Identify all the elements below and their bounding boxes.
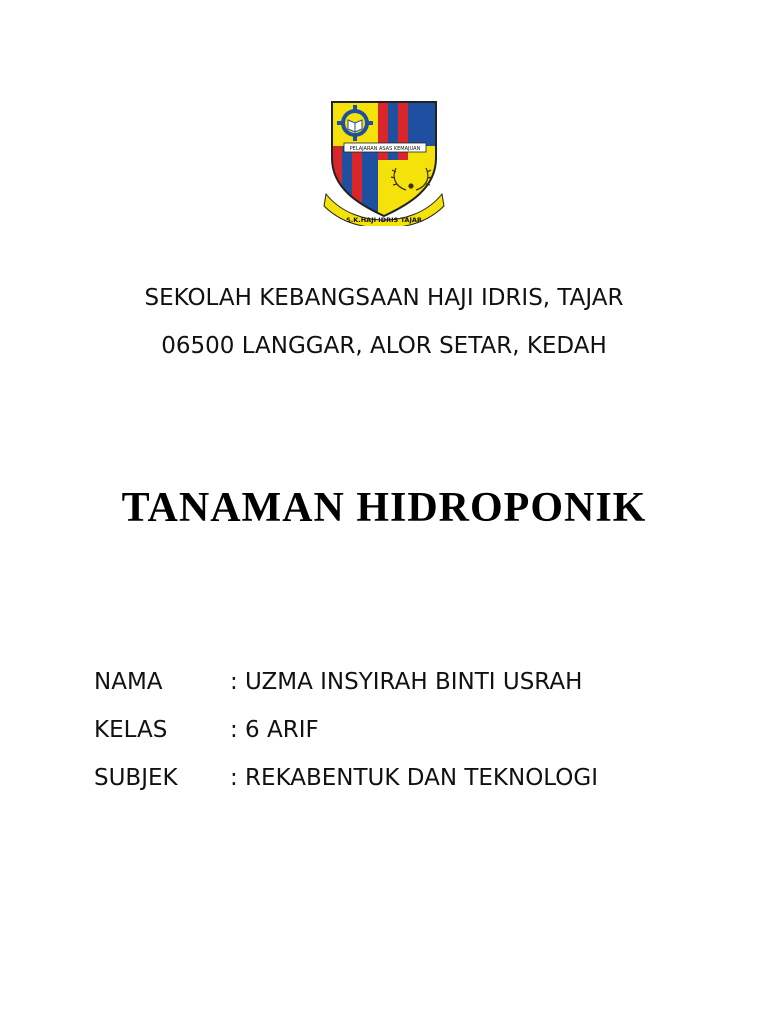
svg-text:S.K.HAJI IDRIS TAJAR: S.K.HAJI IDRIS TAJAR (346, 216, 422, 224)
school-crest-logo (322, 96, 446, 226)
detail-label: KELAS (94, 717, 168, 743)
detail-label: SUBJEK (94, 765, 178, 791)
detail-value: : 6 ARIF (230, 717, 319, 743)
svg-text:PELAJARAN ASAS KEMAJUAN: PELAJARAN ASAS KEMAJUAN (349, 146, 421, 152)
detail-row-subjek (94, 754, 734, 802)
detail-row-kelas (94, 706, 734, 754)
detail-row-nama (94, 658, 734, 706)
student-details (94, 658, 734, 802)
school-name: SEKOLAH KEBANGSAAN HAJI IDRIS, TAJAR (144, 285, 624, 311)
detail-value: : REKABENTUK DAN TEKNOLOGI (230, 765, 599, 791)
detail-value: : UZMA INSYIRAH BINTI USRAH (230, 669, 583, 695)
motto-banner (344, 143, 426, 152)
detail-label: NAMA (94, 669, 163, 695)
school-address: 06500 LANGGAR, ALOR SETAR, KEDAH (161, 333, 607, 359)
document-title: TANAMAN HIDROPONIK (121, 485, 647, 531)
